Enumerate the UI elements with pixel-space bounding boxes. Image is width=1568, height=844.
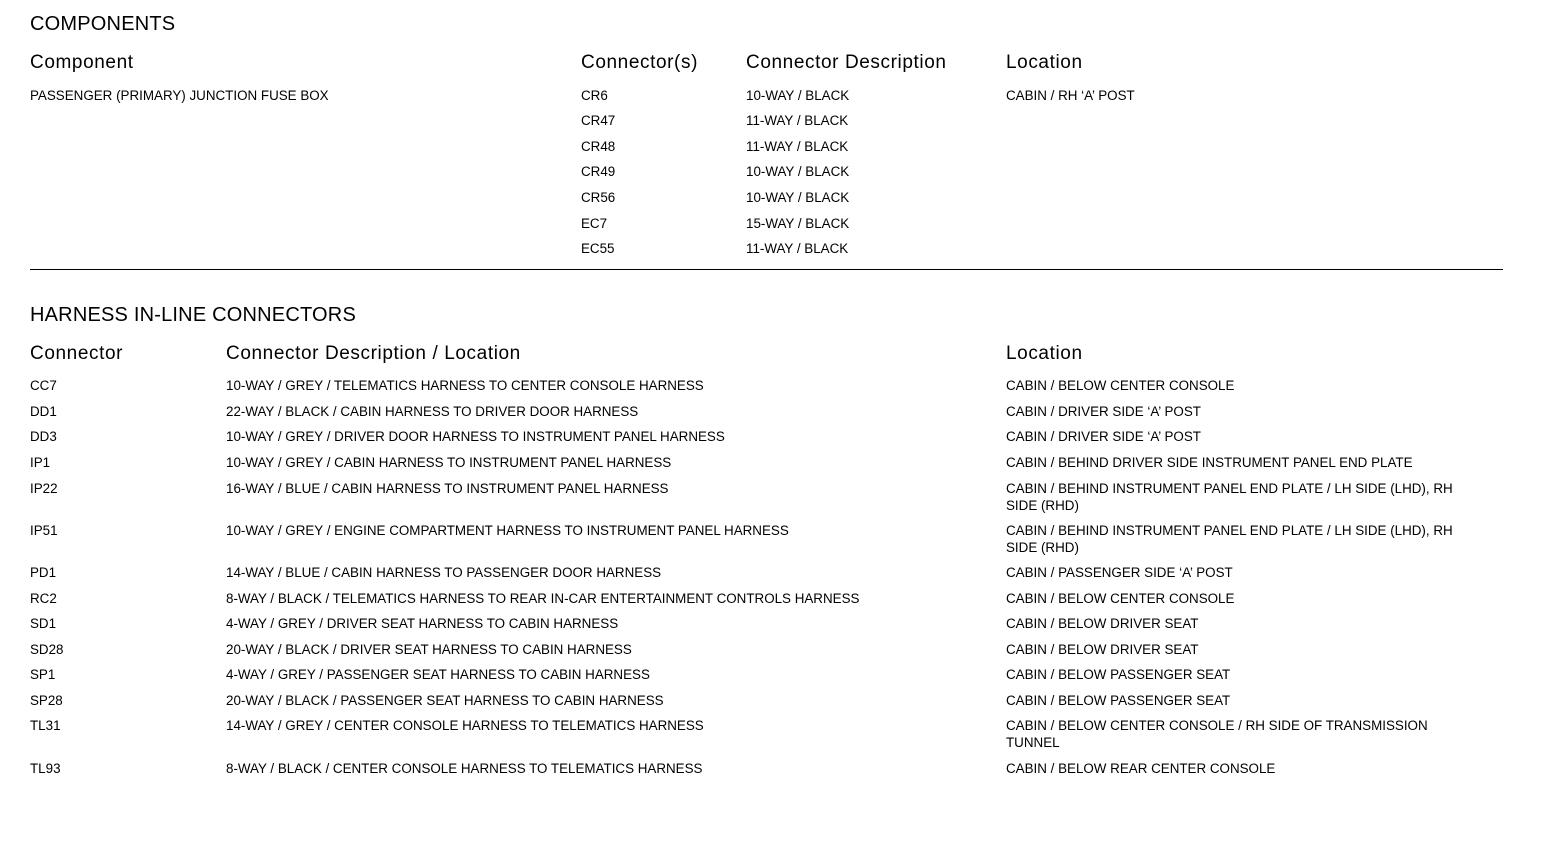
row-connector: SD28 bbox=[30, 642, 64, 657]
row-description: 22-WAY / BLACK / CABIN HARNESS TO DRIVER DOOR HARNESS bbox=[226, 404, 639, 419]
row-connector: IP1 bbox=[30, 455, 51, 470]
row-description: 16-WAY / BLUE / CABIN HARNESS TO INSTRUMENT PANEL HARNESS bbox=[226, 481, 669, 496]
row-location: CABIN / BEHIND INSTRUMENT PANEL END PLATE / LH SIDE (LHD), RH SIDE (RHD) bbox=[1006, 481, 1453, 513]
connector-description: 15-WAY / BLACK bbox=[746, 216, 850, 231]
connector-description-column-header: Connector Description bbox=[746, 52, 947, 73]
row-location: CABIN / BELOW CENTER CONSOLE bbox=[1006, 378, 1235, 393]
row-location: CABIN / BELOW REAR CENTER CONSOLE bbox=[1006, 761, 1276, 776]
row-connector: DD3 bbox=[30, 429, 57, 444]
connector-description: 10-WAY / BLACK bbox=[746, 88, 850, 103]
row-description: 20-WAY / BLACK / PASSENGER SEAT HARNESS TO CABIN HARNESS bbox=[226, 693, 664, 708]
connector-description: 10-WAY / BLACK bbox=[746, 164, 850, 179]
row-description: 10-WAY / GREY / TELEMATICS HARNESS TO CENTER CONSOLE HARNESS bbox=[226, 378, 704, 393]
location-column-header: Location bbox=[1006, 52, 1083, 73]
connector-id: EC7 bbox=[581, 216, 608, 231]
row-connector: TL31 bbox=[30, 718, 61, 733]
connector-description: 11-WAY / BLACK bbox=[746, 139, 849, 154]
row-description: 8-WAY / BLACK / TELEMATICS HARNESS TO REAR IN-CAR ENTERTAINMENT CONTROLS HARNESS bbox=[226, 591, 860, 606]
connector-id: CR49 bbox=[581, 164, 616, 179]
row-location: CABIN / BEHIND INSTRUMENT PANEL END PLATE / LH SIDE (LHD), RH SIDE (RHD) bbox=[1006, 523, 1453, 555]
connector-id: EC55 bbox=[581, 241, 615, 256]
row-description: 4-WAY / GREY / PASSENGER SEAT HARNESS TO CABIN HARNESS bbox=[226, 667, 650, 682]
row-description: 8-WAY / BLACK / CENTER CONSOLE HARNESS TO TELEMATICS HARNESS bbox=[226, 761, 703, 776]
connector-id: CR47 bbox=[581, 113, 616, 128]
row-description: 10-WAY / GREY / CABIN HARNESS TO INSTRUMENT PANEL HARNESS bbox=[226, 455, 672, 470]
row-connector: SD1 bbox=[30, 616, 57, 631]
component-column-header: Component bbox=[30, 52, 134, 73]
row-connector: TL93 bbox=[30, 761, 61, 776]
row-connector: DD1 bbox=[30, 404, 57, 419]
row-description: 4-WAY / GREY / DRIVER SEAT HARNESS TO CABIN HARNESS bbox=[226, 616, 619, 631]
connector-description: 10-WAY / BLACK bbox=[746, 190, 850, 205]
connector-id: CR6 bbox=[581, 88, 608, 103]
components-section-title: COMPONENTS bbox=[30, 13, 176, 35]
row-location: CABIN / PASSENGER SIDE ‘A’ POST bbox=[1006, 565, 1233, 580]
row-connector: SP1 bbox=[30, 667, 56, 682]
row-connector: RC2 bbox=[30, 591, 57, 606]
row-connector: IP51 bbox=[30, 523, 58, 538]
row-location: CABIN / BEHIND DRIVER SIDE INSTRUMENT PANEL END PLATE bbox=[1006, 455, 1413, 470]
connector-id: CR56 bbox=[581, 190, 616, 205]
connector-description: 11-WAY / BLACK bbox=[746, 113, 849, 128]
connector-column-header: Connector bbox=[30, 343, 124, 364]
harness-location-column-header: Location bbox=[1006, 343, 1083, 364]
section-divider bbox=[30, 269, 1503, 270]
harness-section-title: HARNESS IN-LINE CONNECTORS bbox=[30, 304, 356, 326]
row-location: CABIN / BELOW PASSENGER SEAT bbox=[1006, 667, 1231, 682]
row-description: 20-WAY / BLACK / DRIVER SEAT HARNESS TO CABIN HARNESS bbox=[226, 642, 632, 657]
connectors-column-header: Connector(s) bbox=[581, 52, 699, 73]
connector-id: CR48 bbox=[581, 139, 616, 154]
connector-description: 11-WAY / BLACK bbox=[746, 241, 849, 256]
row-description: 10-WAY / GREY / DRIVER DOOR HARNESS TO INSTRUMENT PANEL HARNESS bbox=[226, 429, 725, 444]
row-location: CABIN / BELOW CENTER CONSOLE bbox=[1006, 591, 1235, 606]
row-location: CABIN / BELOW DRIVER SEAT bbox=[1006, 642, 1199, 657]
row-description: 14-WAY / GREY / CENTER CONSOLE HARNESS TO TELEMATICS HARNESS bbox=[226, 718, 704, 733]
row-location: CABIN / BELOW DRIVER SEAT bbox=[1006, 616, 1199, 631]
row-description: 10-WAY / GREY / ENGINE COMPARTMENT HARNESS TO INSTRUMENT PANEL HARNESS bbox=[226, 523, 789, 538]
row-location: CABIN / BELOW CENTER CONSOLE / RH SIDE OF TRANSMISSION TUNNEL bbox=[1006, 718, 1428, 750]
row-location: CABIN / DRIVER SIDE ‘A’ POST bbox=[1006, 404, 1201, 419]
row-connector: CC7 bbox=[30, 378, 57, 393]
row-location: CABIN / BELOW PASSENGER SEAT bbox=[1006, 693, 1231, 708]
row-location: CABIN / DRIVER SIDE ‘A’ POST bbox=[1006, 429, 1201, 444]
component-name: PASSENGER (PRIMARY) JUNCTION FUSE BOX bbox=[30, 88, 329, 103]
row-connector: IP22 bbox=[30, 481, 58, 496]
row-connector: PD1 bbox=[30, 565, 57, 580]
row-connector: SP28 bbox=[30, 693, 63, 708]
component-location: CABIN / RH ‘A’ POST bbox=[1006, 88, 1135, 103]
description-location-column-header: Connector Description / Location bbox=[226, 343, 521, 364]
row-description: 14-WAY / BLUE / CABIN HARNESS TO PASSENGER DOOR HARNESS bbox=[226, 565, 662, 580]
